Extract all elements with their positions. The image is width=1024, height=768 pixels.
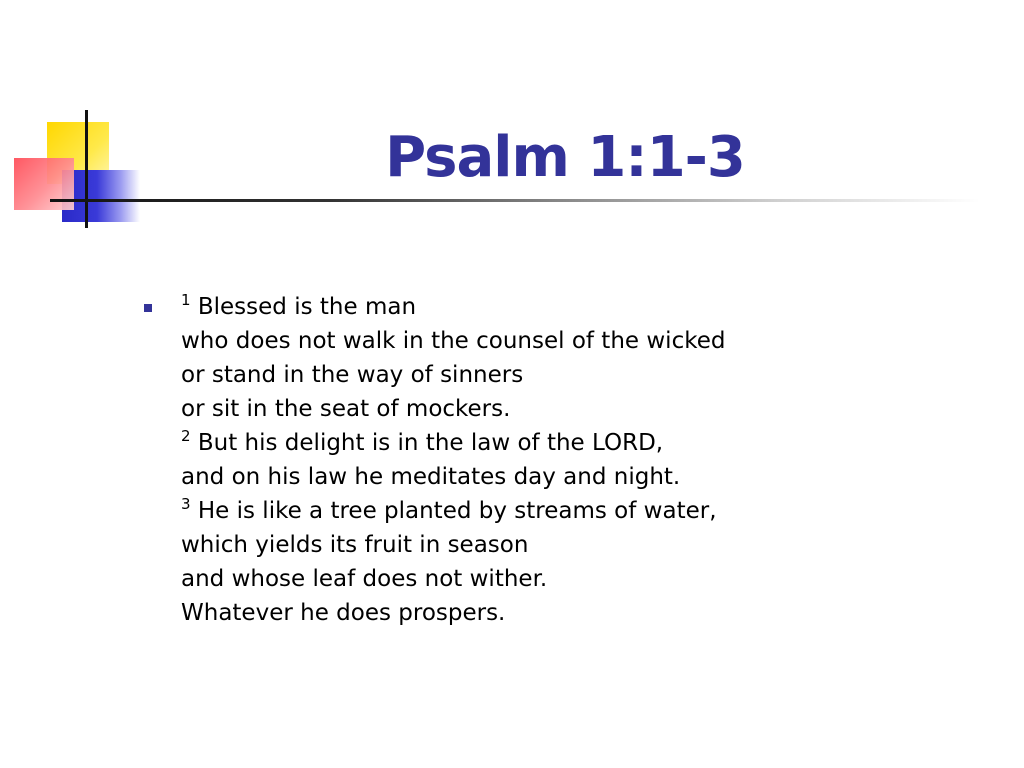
logo-red-square [14,158,74,210]
verse-line [181,562,725,596]
slide-title: Psalm 1:1-3 [385,125,745,190]
title-underline-divider [50,199,980,202]
logo-vertical-line [85,110,88,228]
verse-line [181,290,725,324]
verse-text-block [181,290,725,630]
verse-line [181,426,725,460]
verse-line [181,596,725,630]
verse-line-text: who does not walk in the counsel of the wicked [181,328,726,354]
verse-number: 3 [181,495,191,513]
verse-number: 2 [181,427,191,445]
verse-line [181,358,725,392]
verse-line [181,392,725,426]
verse-line-text: or sit in the seat of mockers. [181,396,511,422]
verse-line-text: But his delight is in the law of the LORD, [190,430,664,456]
verse-line [181,324,725,358]
verse-line [181,494,725,528]
verse-line-text: which yields its fruit in season [181,532,529,558]
square-bullet-icon [144,304,152,312]
verse-number: 1 [181,291,191,309]
verse-line-text: Whatever he does prospers. [181,600,506,626]
verse-line-text: He is like a tree planted by streams of water, [190,498,717,524]
verse-line-text: Blessed is the man [190,294,417,320]
verse-line [181,528,725,562]
verse-line-text: or stand in the way of sinners [181,362,524,388]
verse-line [181,460,725,494]
color-squares-logo-icon [0,0,160,240]
verse-line-text: and on his law he meditates day and night. [181,464,681,490]
verse-line-text: and whose leaf does not wither. [181,566,548,592]
